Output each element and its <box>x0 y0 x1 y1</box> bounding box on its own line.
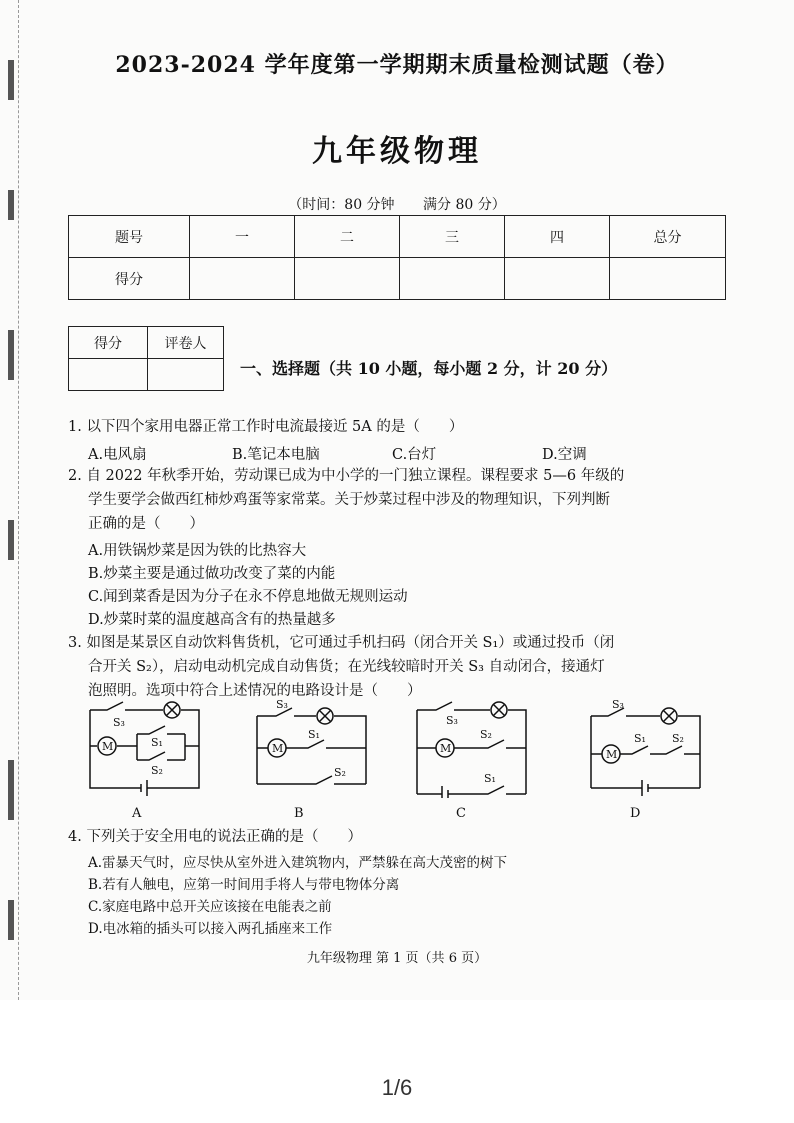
score-cell <box>505 258 610 300</box>
score-cell <box>610 258 726 300</box>
switch-label: S₃ <box>612 698 624 711</box>
switch-label: S₁ <box>308 728 320 741</box>
grader-table <box>68 326 224 391</box>
score-row-label: 得分 <box>69 258 190 300</box>
switch-label: S₁ <box>634 732 646 745</box>
score-cell <box>400 258 505 300</box>
grader-name-label: 评卷人 <box>148 327 224 359</box>
circuit-label-a: A <box>132 806 142 821</box>
score-cell <box>190 258 295 300</box>
switch-label: S₂ <box>334 766 346 779</box>
question-1-option-c: C.台灯 <box>392 447 437 463</box>
score-header-cell: 四 <box>505 216 610 258</box>
page-footer: 九年级物理 第 1 页（共 6 页） <box>306 951 488 966</box>
exam-full-score: 满分 80 分） <box>423 197 506 213</box>
question-1-option-a: A.电风扇 <box>88 447 147 463</box>
grader-score-label: 得分 <box>69 327 148 359</box>
exam-title: 2023-2024 学年度第一学期期末质量检测试题（卷） <box>115 52 679 78</box>
question-3-line-3: 泡照明。选项中符合上述情况的电路设计是（ ） <box>88 683 422 699</box>
circuit-diagram-d <box>586 698 706 798</box>
motor-symbol: M <box>272 742 284 755</box>
score-table <box>68 215 726 300</box>
question-4-option-c: C.家庭电路中总开关应该接在电能表之前 <box>88 899 332 915</box>
switch-label: S₁ <box>484 772 496 785</box>
motor-symbol: M <box>440 742 452 755</box>
question-1-option-b: B.笔记本电脑 <box>232 447 320 463</box>
score-cell <box>295 258 400 300</box>
score-table-header-row <box>69 216 726 258</box>
switch-label: S₃ <box>113 716 125 729</box>
switch-label: S₃ <box>276 698 288 711</box>
grader-name-cell <box>148 359 224 391</box>
score-header-cell: 一 <box>190 216 295 258</box>
question-4-option-d: D.电冰箱的插头可以接入两孔插座来工作 <box>88 921 333 937</box>
circuit-label-d: D <box>630 806 641 821</box>
circuit-label-c: C <box>456 806 466 821</box>
lamp-icon <box>661 708 677 724</box>
lamp-icon <box>164 702 180 718</box>
question-2-option-d: D.炒菜时菜的温度越高含有的热量越多 <box>88 612 336 628</box>
switch-label: S₂ <box>672 732 684 745</box>
question-4-stem: 4. 下列关于安全用电的说法正确的是（ ） <box>68 829 362 845</box>
switch-label: S₂ <box>480 728 492 741</box>
exam-duration: （时间：80 分钟 <box>288 197 395 213</box>
question-4-option-a: A.雷暴天气时，应尽快从室外进入建筑物内，严禁躲在高大茂密的树下 <box>88 855 508 871</box>
circuit-diagram-b <box>252 698 372 798</box>
lamp-icon <box>317 708 333 724</box>
page-indicator: 1/6 <box>381 1075 413 1100</box>
grader-score-cell <box>69 359 148 391</box>
question-2-option-a: A.用铁锅炒菜是因为铁的比热容大 <box>88 543 307 559</box>
circuit-label-b: B <box>294 806 304 821</box>
question-2-line-1: 2. 自 2022 年秋季开始，劳动课已成为中小学的一门独立课程。课程要求 5—6 年级的 <box>68 468 625 484</box>
section-heading-choice: 一、选择题（共 10 小题，每小题 2 分，计 20 分） <box>240 359 618 378</box>
score-header-cell: 总分 <box>610 216 726 258</box>
score-header-cell: 三 <box>400 216 505 258</box>
motor-symbol: M <box>102 740 114 753</box>
question-3-line-2: 合开关 S₂），启动电动机完成自动售货；在光线较暗时开关 S₃ 自动闭合，接通灯 <box>88 659 605 675</box>
switch-label: S₃ <box>446 714 458 727</box>
question-4-option-b: B.若有人触电，应第一时间用手将人与带电物体分离 <box>88 877 400 893</box>
exam-time-info <box>0 194 794 214</box>
score-header-cell: 题号 <box>69 216 190 258</box>
motor-symbol: M <box>606 748 618 761</box>
question-3-line-1: 3. 如图是某景区自动饮料售货机，它可通过手机扫码（闭合开关 S₁）或通过投币（闭 <box>68 635 615 651</box>
question-2-line-3: 正确的是（ ） <box>88 516 204 532</box>
question-1-stem: 1. 以下四个家用电器正常工作时电流最接近 5A 的是（ ） <box>68 419 464 435</box>
switch-label: S₂ <box>151 764 163 777</box>
circuit-diagram-a <box>85 698 205 798</box>
question-2-line-2: 学生要学会做西红柿炒鸡蛋等家常菜。关于炒菜过程中涉及的物理知识，下列判断 <box>88 492 610 508</box>
score-header-cell: 二 <box>295 216 400 258</box>
exam-subject: 九年级物理 <box>312 134 482 169</box>
circuit-diagram-c <box>412 698 532 798</box>
question-2-option-c: C.闻到菜香是因为分子在永不停息地做无规则运动 <box>88 589 408 605</box>
switch-label: S₁ <box>151 736 163 749</box>
lamp-icon <box>491 702 507 718</box>
question-1-option-d: D.空调 <box>542 447 587 463</box>
question-2-option-b: B.炒菜主要是通过做功改变了菜的内能 <box>88 566 336 582</box>
score-table-score-row <box>69 258 726 300</box>
